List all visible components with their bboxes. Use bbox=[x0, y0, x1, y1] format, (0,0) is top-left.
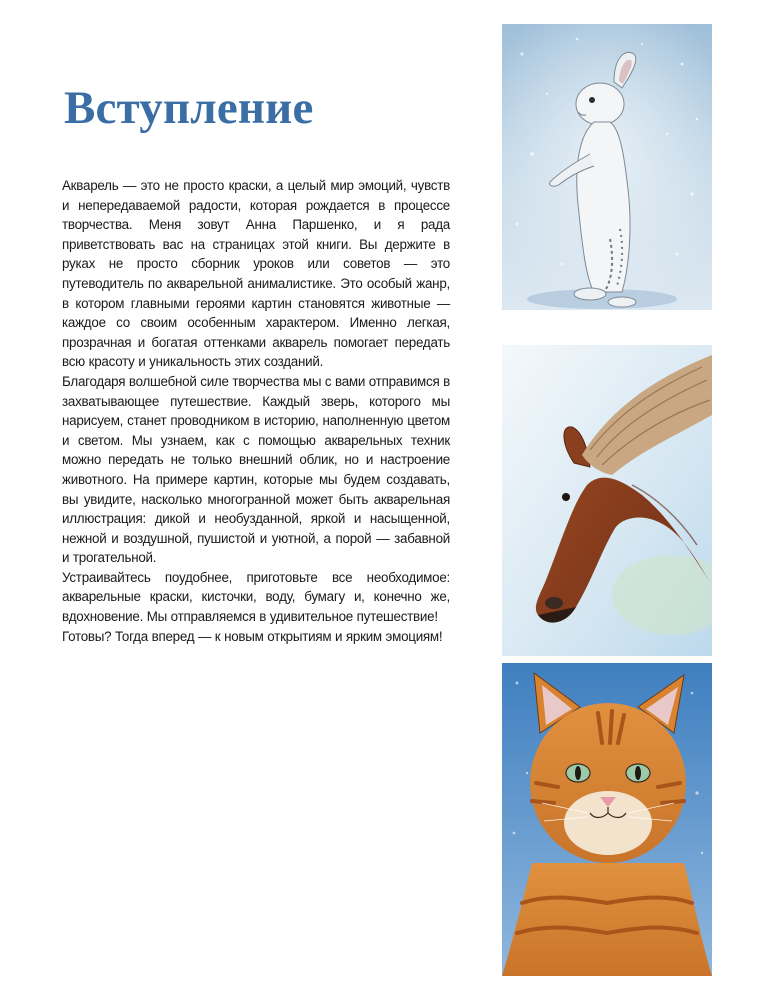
rabbit-icon bbox=[502, 24, 712, 310]
rabbit-illustration bbox=[502, 24, 712, 310]
intro-paragraph: Благодаря волшебной силе творчества мы с вами отправимся в захватывающее путешествие. Каждый зверь, которого мы нарисуем, станет проводником в историю, наполненную цветом и светом. Мы узнаем, как с помощью акварельных техник можно передать не только внешний облик, но и настроение животного. На примере картин, которые мы будем создавать, вы увидите, насколько многогранной может быть акварельная иллюстрация: дикой и необузданной, яркой и насыщенной, нежной и воздушной, пушистой и уютной, а порой — забавной и трогательной. bbox=[62, 373, 450, 566]
horse-icon bbox=[502, 345, 712, 656]
intro-paragraph: Акварель — это не просто краски, а целый мир эмоций, чувств и непередаваемой радости, которая рождается в процессе творчества. Меня зовут Анна Паршенко, и я рада приветствовать вас на страницах этой книги. Вы держите в руках не просто сборник уроков или советов — это путеводитель по акварельной анималистике. Это особый жанр, в котором главными героями картин становятся животные — каждое со своим особенным характером. Именно легкая, прозрачная и богатая оттенками акварель помогает передать всю красоту и уникальность этих созданий. bbox=[62, 178, 450, 370]
cat-illustration bbox=[502, 663, 712, 976]
cat-icon bbox=[502, 663, 712, 976]
intro-paragraph: Готовы? Тогда вперед — к новым открытиям и ярким эмоциям! bbox=[62, 628, 443, 644]
horse-illustration bbox=[502, 345, 712, 656]
intro-text bbox=[62, 176, 450, 646]
intro-paragraph: Устраивайтесь поудобнее, приготовьте все необходимое: акварельные краски, кисточки, воду, бумагу и, конечно же, вдохновение. Мы отправляемся в удивительное путешествие! bbox=[62, 569, 450, 625]
page-title: Вступление bbox=[64, 82, 314, 134]
